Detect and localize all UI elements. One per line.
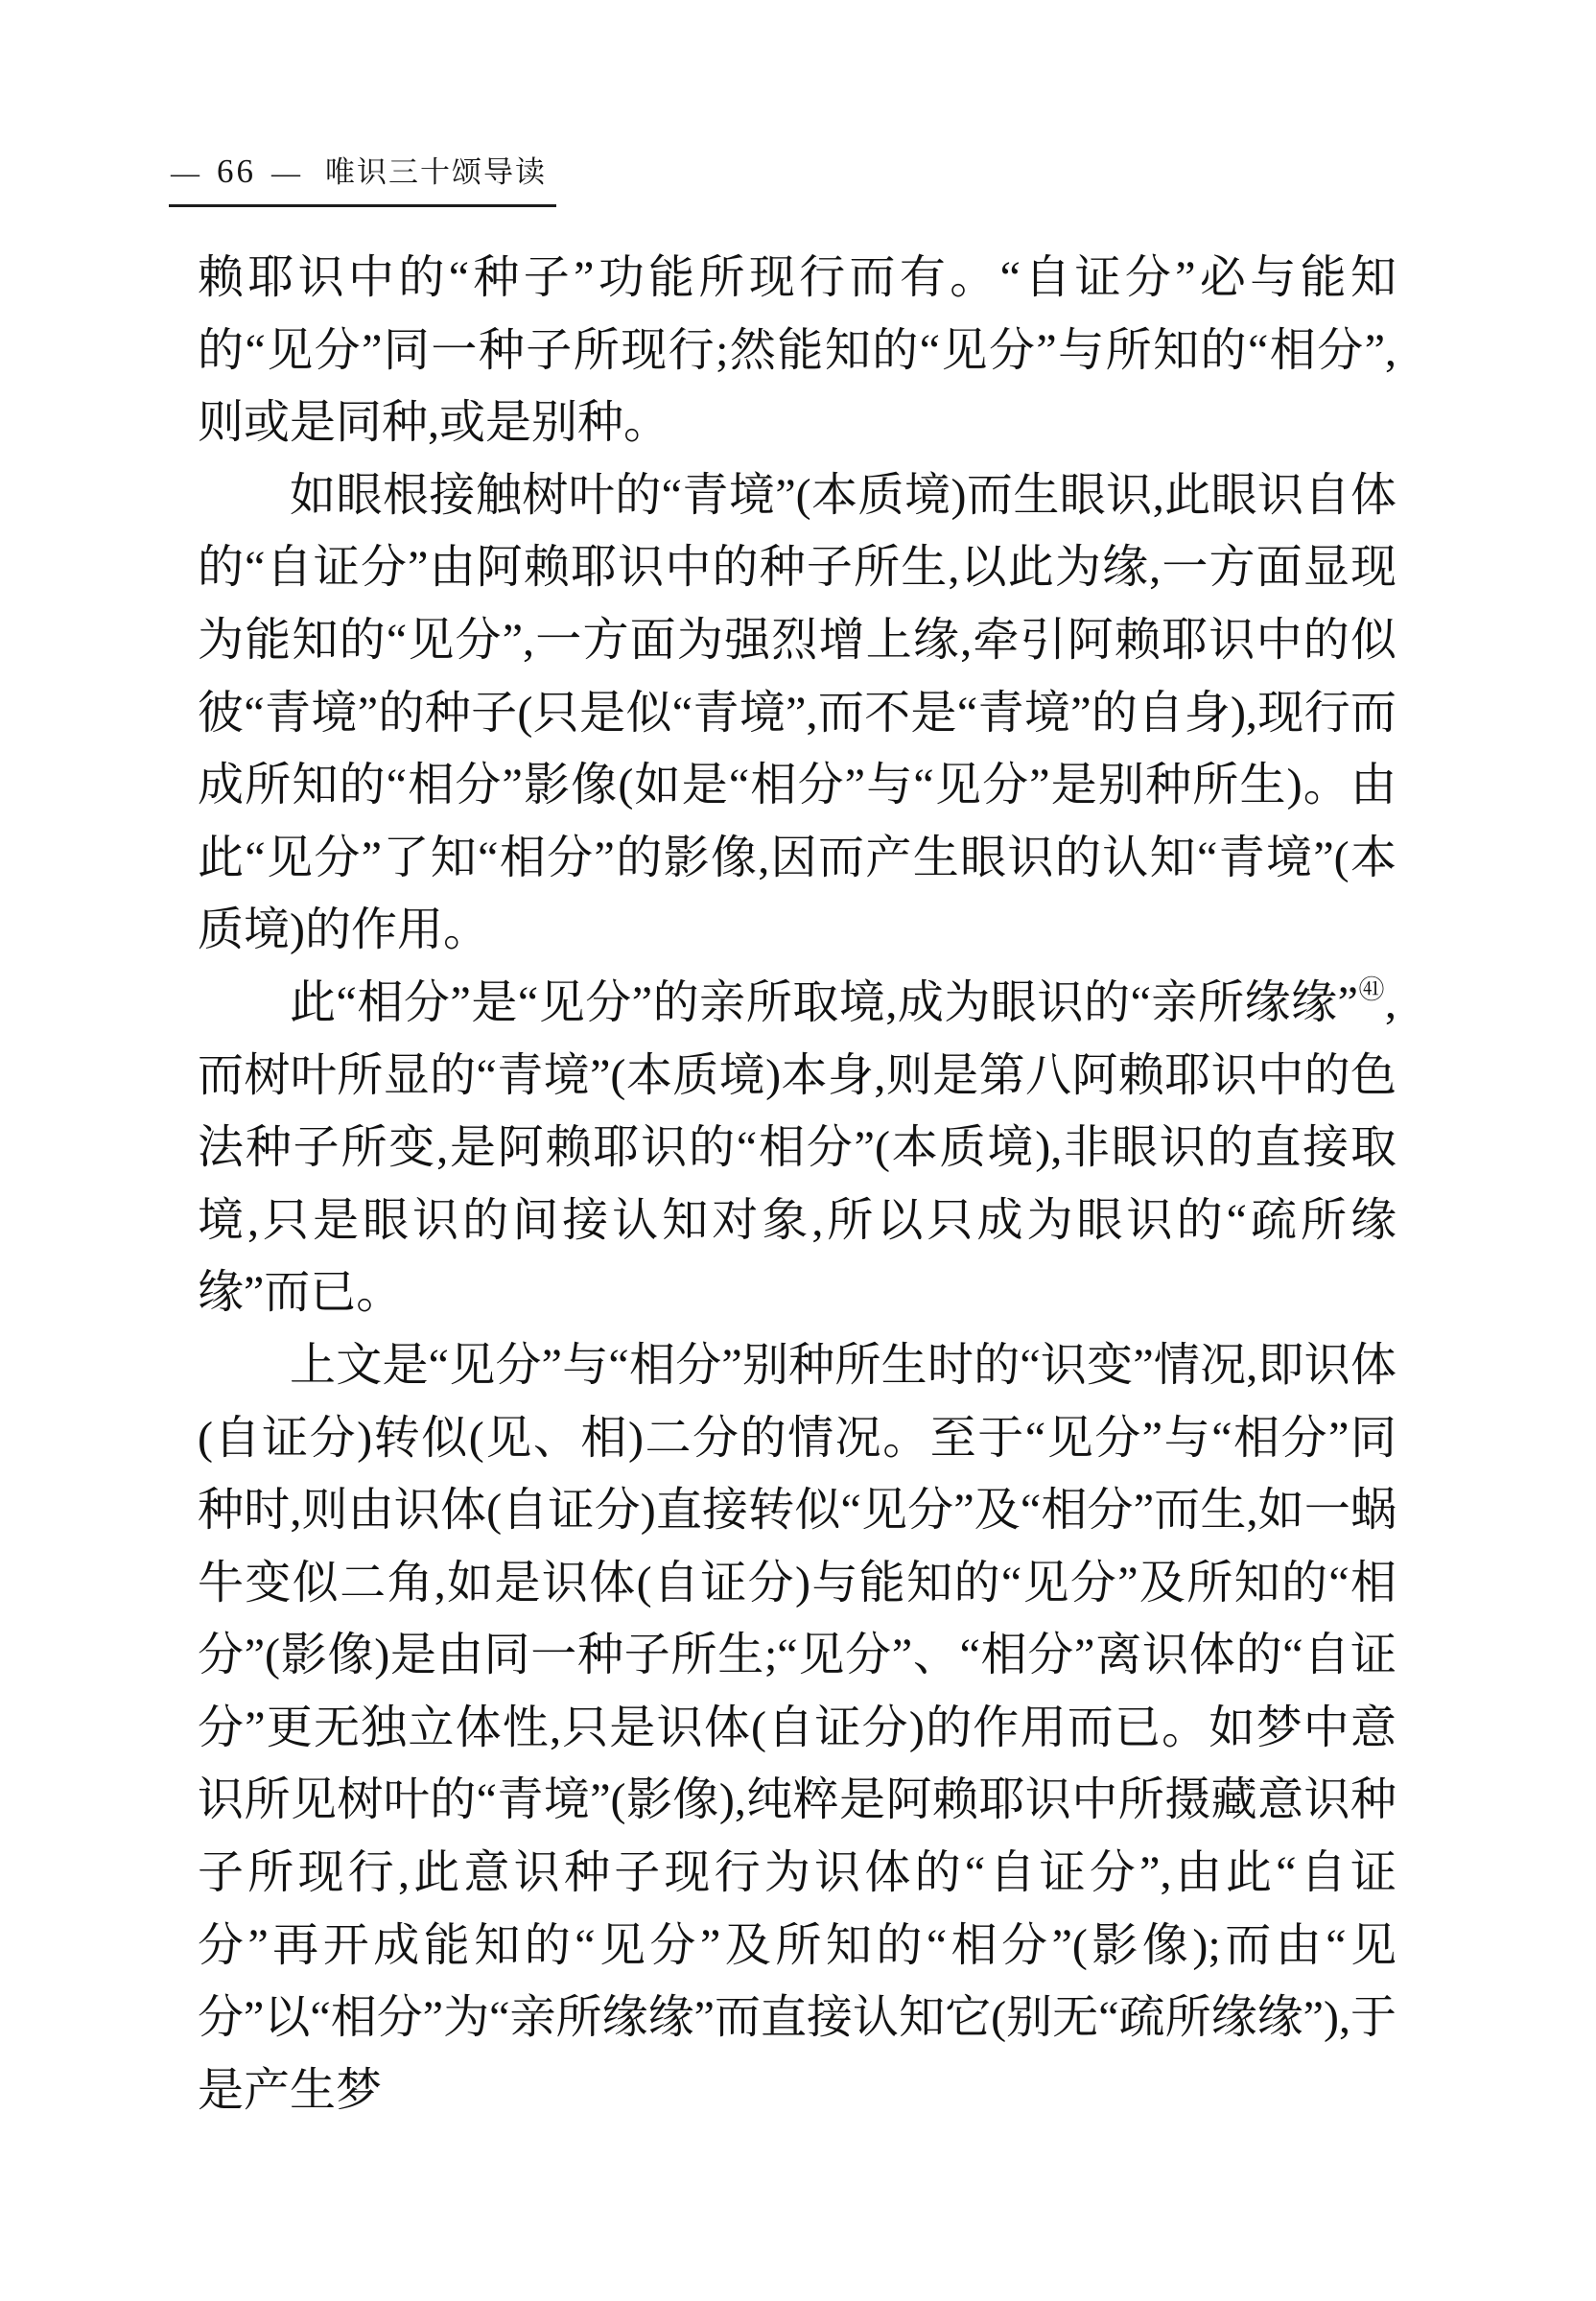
header-dash-right: — (271, 157, 300, 189)
paragraph-xiangfen-text-before-note: 此“相分”是“见分”的亲所取境,成为眼识的“亲所缘缘” (290, 976, 1358, 1028)
paragraph-eye-consciousness-example: 如眼根接触树叶的“青境”(本质境)而生眼识,此眼识自体的“自证分”由阿赖耶识中的种子所生,以此为缘,一方面显现为能知的“见分”,一方面为强烈增上缘,牵引阿赖耶识中的似彼“青境”的种子(只是似“青境”,而不是“青境”的自身),现行而成所知的“相分”影像(如是“相分”与“见分”是别种所生)。由此“见分”了知“相分”的影像,因而产生眼识的认知“青境”(本质境)的作用。 (198, 469, 1396, 956)
footnote-marker-41: ㊶ (1357, 974, 1385, 1004)
book-title: 唯识三十颂导读 (325, 155, 547, 189)
paragraph-continuation: 赖耶识中的“种子”功能所现行而有。“自证分”必与能知的“见分”同一种子所现行;然能知的“见分”与所知的“相分”,则或是同种,或是别种。 (198, 252, 1396, 449)
page-number: 66 (217, 153, 256, 190)
page-body (198, 242, 1396, 2126)
header-dash-left: — (171, 157, 200, 189)
page-header (169, 148, 556, 207)
paragraph-xiangfen-cognition (198, 967, 1396, 1329)
paragraph-xiangfen-text-after-note: ,而树叶所显的“青境”(本质境)本身,则是第八阿赖耶识中的色法种子所变,是阿赖耶识的“相分”(本质境),非眼识的直接取境,只是眼识的间接认知对象,所以只成为眼识的“疏所缘缘”而已。 (198, 976, 1396, 1319)
paragraph-summary-dream-example: 上文是“见分”与“相分”别种所生时的“识变”情况,即识体(自证分)转似(见、相)二分的情况。至于“见分”与“相分”同种时,则由识体(自证分)直接转似“见分”及“相分”而生,如一蜗牛变似二角,如是识体(自证分)与能知的“见分”及所知的“相分”(影像)是由同一种子所生;“见分”、“相分”离识体的“自证分”更无独立体性,只是识体(自证分)的作用而已。如梦中意识所见树叶的“青境”(影像),纯粹是阿赖耶识中所摄藏意识种子所现行,此意识种子现行为识体的“自证分”,由此“自证分”再开成能知的“见分”及所知的“相分”(影像);而由“见分”以“相分”为“亲所缘缘”而直接认知它(别无“疏所缘缘”),于是产生梦 (198, 1339, 1396, 2116)
